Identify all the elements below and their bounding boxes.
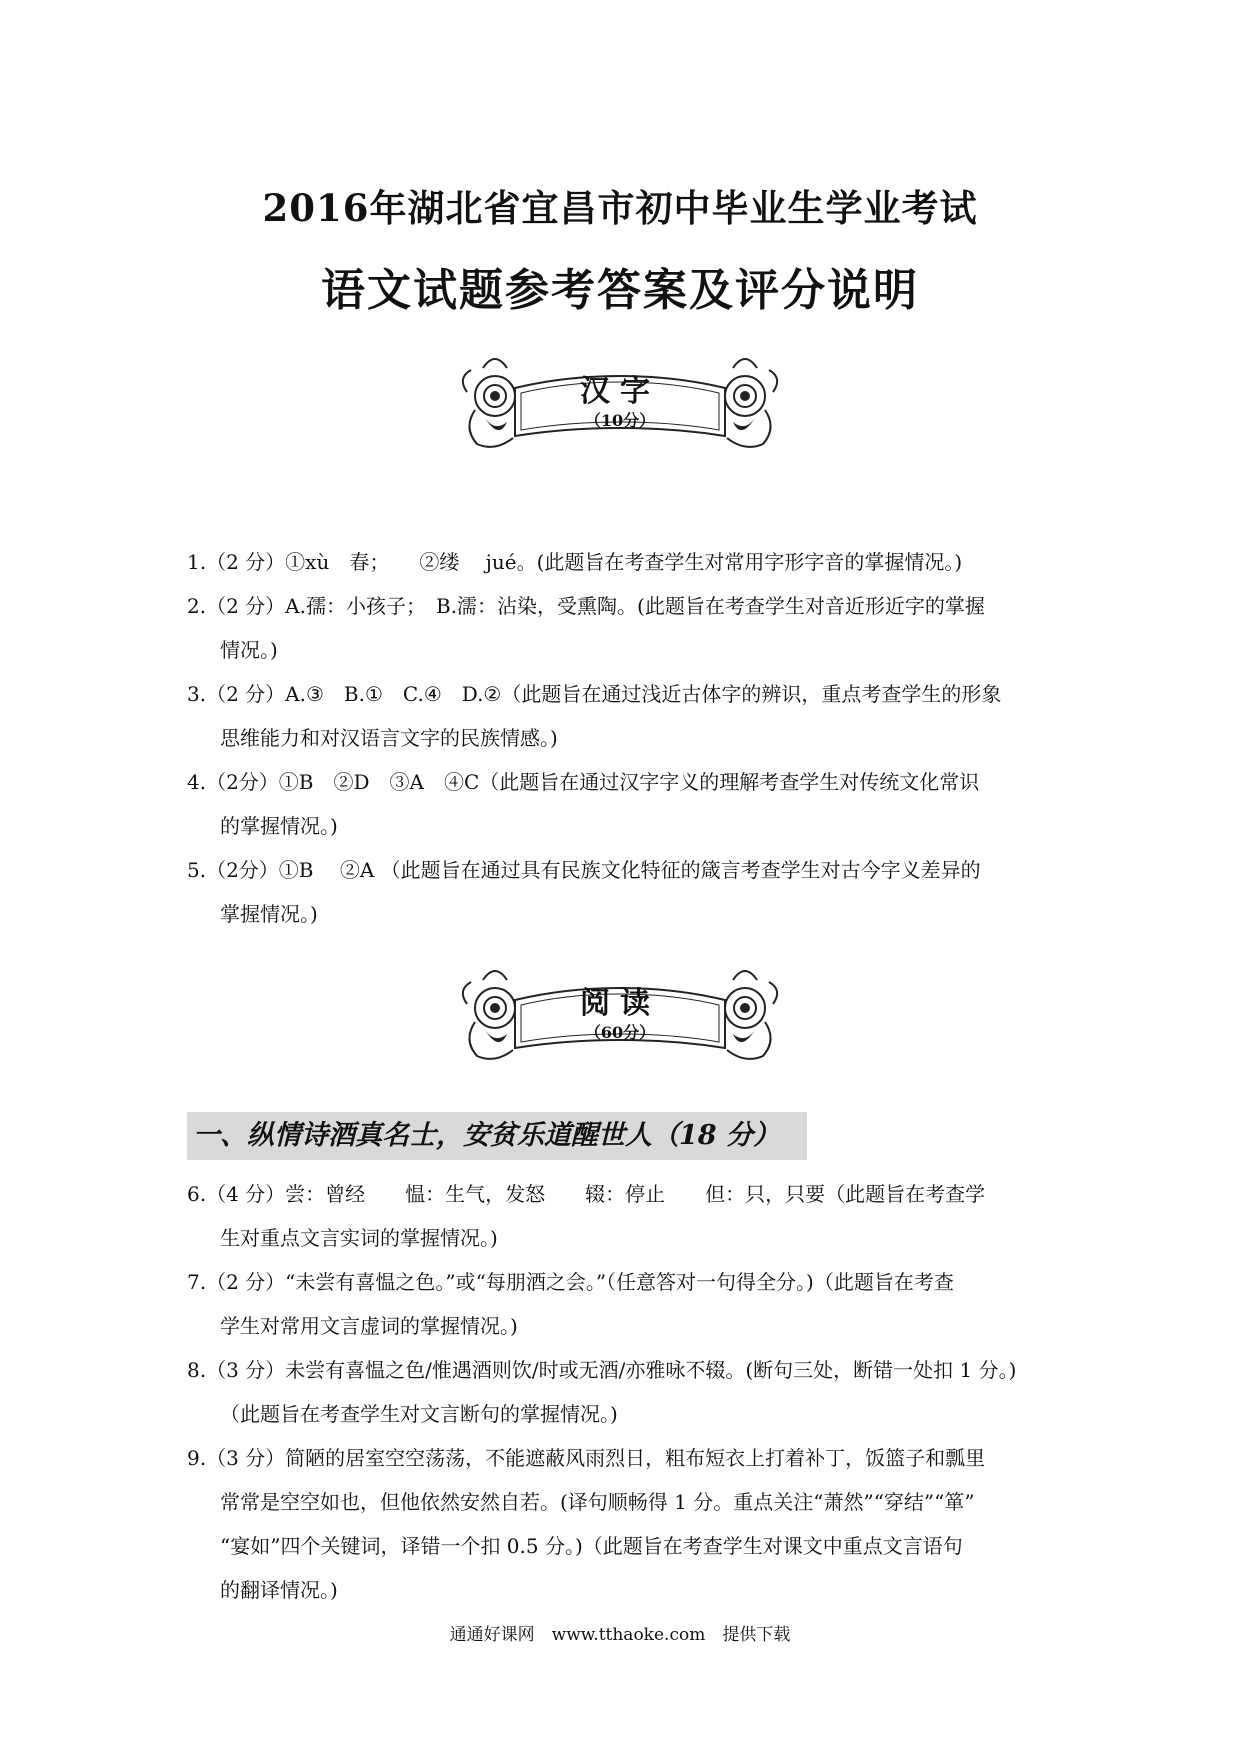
- item-line: 5.（2分）①B ②A （此题旨在通过具有民族文化特征的箴言考查学生对古今字义差异的: [187, 858, 981, 882]
- section-heading: [187, 1112, 807, 1160]
- exam-title: 2016年湖北省宜昌市初中毕业生学业考试: [262, 186, 978, 230]
- item-line: “宴如”四个关键词，译错一个扣 0.5 分。)（此题旨在考查学生对课文中重点文言语句: [220, 1534, 963, 1558]
- item-line: 2.（2 分）A.孺：小孩子； B.濡：沾染，受熏陶。(此题旨在考查学生对音近形近字的掌握: [187, 594, 985, 618]
- item-line: 的掌握情况。): [220, 814, 338, 838]
- list-item: [187, 1172, 1057, 1260]
- list-item: [187, 584, 1057, 672]
- answer-key-title: 语文试题参考答案及评分说明: [321, 265, 919, 316]
- list-item: [187, 848, 1057, 936]
- list-item: [187, 540, 1057, 584]
- list-item: [187, 1348, 1057, 1436]
- item-line: 9.（3 分）简陋的居室空空荡荡，不能遮蔽风雨烈日，粗布短衣上打着补丁，饭篮子和瓢里: [187, 1446, 986, 1470]
- section-heading-text: 一、纵情诗酒真名士，安贫乐道醒世人（18 分）: [193, 1120, 780, 1151]
- item-line: 1.（2 分）①xù 春； ②缕 jué。(此题旨在考查学生对常用字形字音的掌握情况。): [187, 550, 963, 574]
- banner-hanzi: [455, 348, 785, 458]
- list-item: [187, 1436, 1057, 1612]
- banner-title: 阅读: [580, 986, 660, 1021]
- banner-score: （60分）: [584, 1023, 656, 1042]
- item-line: 常常是空空如也，但他依然安然自若。(译句顺畅得 1 分。重点关注“萧然”“穿结”“箪”: [220, 1490, 975, 1514]
- item-line: 3.（2 分）A.③ B.① C.④ D.②（此题旨在通过浅近古体字的辨识，重点考查学生的形象: [187, 682, 1002, 706]
- item-line: 8.（3 分）未尝有喜愠之色/惟遇酒则饮/时或无酒/亦雅咏不辍。(断句三处，断错一处扣 1 分。): [187, 1358, 1017, 1382]
- item-line: 生对重点文言实词的掌握情况。): [220, 1226, 498, 1250]
- banner-reading: [455, 960, 785, 1070]
- item-line: 4.（2分）①B ②D ③A ④C（此题旨在通过汉字字义的理解考查学生对传统文化常识: [187, 770, 980, 794]
- banner-score: （10分）: [584, 411, 656, 430]
- list-item: [187, 1260, 1057, 1348]
- item-line: 7.（2 分）“未尝有喜愠之色。”或“每朋酒之会。”（任意答对一句得全分。)（此题旨在考查: [187, 1270, 954, 1294]
- item-line: 学生对常用文言虚词的掌握情况。): [220, 1314, 518, 1338]
- item-line: 6.（4 分）尝：曾经 愠：生气，发怒 辍：停止 但：只，只要（此题旨在考查学: [187, 1182, 986, 1206]
- item-line: 的翻译情况。): [220, 1578, 338, 1602]
- banner-title: 汉字: [580, 374, 660, 409]
- item-line: （此题旨在考查学生对文言断句的掌握情况。): [220, 1402, 618, 1426]
- item-line: 掌握情况。): [220, 902, 318, 926]
- list-item: [187, 672, 1057, 760]
- item-line: 思维能力和对汉语言文字的民族情感。): [220, 726, 558, 750]
- list-item: [187, 760, 1057, 848]
- item-line: 情况。): [220, 638, 278, 662]
- footer-credit: 通通好课网 www.tthaoke.com 提供下载: [449, 1625, 791, 1645]
